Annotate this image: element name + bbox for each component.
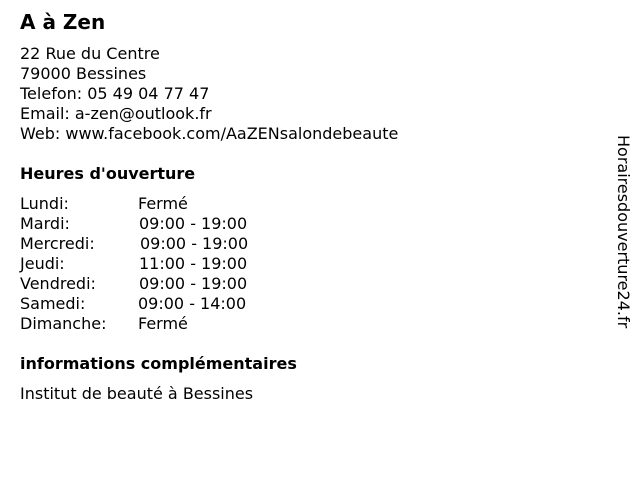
hours-time: 09:00 - 19:00	[139, 214, 248, 233]
hours-time: Fermé	[138, 194, 188, 213]
info-heading: informations complémentaires	[20, 354, 297, 373]
web-line: Web: www.facebook.com/AaZENsalondebeaute	[20, 124, 399, 143]
hours-day: Jeudi:	[20, 254, 65, 273]
email-line: Email: a-zen@outlook.fr	[20, 104, 212, 123]
phone-line: Telefon: 05 49 04 77 47	[20, 84, 210, 103]
hours-day: Samedi:	[20, 294, 86, 313]
hours-day: Vendredi:	[20, 274, 96, 293]
hours-day: Mardi:	[20, 214, 70, 233]
site-watermark: Horairesdouverture24.fr	[614, 135, 633, 329]
hours-day: Mercredi:	[20, 234, 95, 253]
address-street: 22 Rue du Centre	[20, 44, 160, 63]
info-text: Institut de beauté à Bessines	[20, 384, 254, 403]
address-city: 79000 Bessines	[20, 64, 147, 83]
business-name: A à Zen	[20, 10, 106, 34]
contact-block	[20, 44, 398, 144]
hours-time: 09:00 - 19:00	[140, 234, 249, 253]
hours-heading: Heures d'ouverture	[20, 164, 196, 183]
hours-day: Dimanche:	[20, 314, 107, 333]
hours-time: Fermé	[138, 314, 188, 333]
hours-time: 09:00 - 14:00	[138, 294, 247, 313]
hours-time: 11:00 - 19:00	[139, 254, 248, 273]
hours-day: Lundi:	[20, 194, 69, 213]
hours-time: 09:00 - 19:00	[139, 274, 248, 293]
